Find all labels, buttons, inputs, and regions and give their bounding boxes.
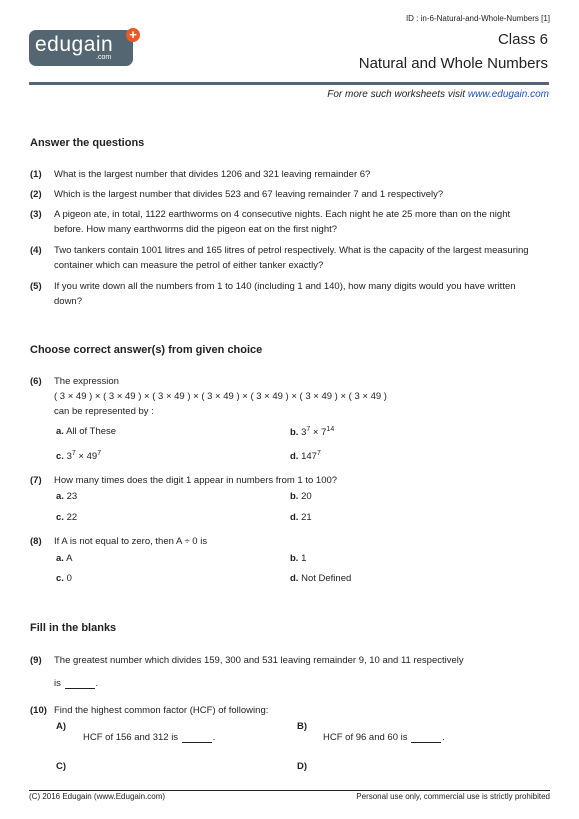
- exponent: 7: [316, 450, 321, 457]
- option-text: 21: [301, 512, 312, 523]
- question-9: [30, 653, 530, 668]
- option-text: All of These: [66, 426, 117, 437]
- option-text: 20: [301, 491, 312, 502]
- option-label: c.: [56, 512, 64, 523]
- question-1: [30, 167, 530, 182]
- part-text: HCF of 156 and 312 is: [83, 732, 179, 743]
- exponent: 7: [97, 450, 102, 457]
- mid: × 49: [75, 451, 98, 463]
- option-a[interactable]: [56, 553, 72, 564]
- option-c[interactable]: [56, 450, 101, 462]
- mid: × 7: [310, 427, 327, 439]
- section-choose: Choose correct answer(s) from given choice: [30, 344, 263, 356]
- logo-sub: .com: [96, 54, 112, 61]
- section-fill: Fill in the blanks: [30, 622, 117, 634]
- q-number: (2): [30, 189, 42, 200]
- exponent: 7: [306, 426, 311, 433]
- part-b: [323, 730, 445, 743]
- q-text-line2: ( 3 × 49 ) × ( 3 × 49 ) × ( 3 × 49 ) × ( 3 × 49 ) × ( 3 × 49 ) × ( 3 × 49 ) × ( 3 × 49 ): [54, 391, 387, 402]
- question-7: [30, 473, 530, 488]
- part-a-label: A): [56, 721, 67, 732]
- option-label: d.: [290, 451, 299, 463]
- q-number: (9): [30, 655, 42, 666]
- q-text: Two tankers contain 1001 litres and 165 litres of petrol respectively. What is the capacity of the largest measuring container which can measure the petrol of either tanker exactly?: [54, 245, 529, 271]
- answer-blank[interactable]: [182, 730, 212, 743]
- part-c-label: C): [56, 761, 67, 772]
- plus-icon: +: [126, 28, 140, 42]
- footer-divider: [29, 790, 550, 791]
- q-text: Which is the largest number that divides 523 and 67 leaving remainder 7 and 1 respectively?: [54, 189, 444, 200]
- logo-text: edugain: [35, 33, 114, 56]
- option-d[interactable]: [290, 450, 321, 462]
- option-label: d.: [290, 573, 299, 584]
- period: .: [442, 732, 445, 743]
- base: 147: [301, 451, 317, 463]
- answer-blank[interactable]: [411, 730, 441, 743]
- part-text: HCF of 96 and 60 is: [323, 732, 408, 743]
- q-text-line1: The expression: [54, 376, 119, 387]
- option-label: d.: [290, 512, 299, 523]
- question-3: [30, 207, 530, 237]
- question-8: [30, 534, 530, 549]
- q-text: Find the highest common factor (HCF) of following:: [54, 705, 269, 716]
- option-label: a.: [56, 553, 64, 564]
- period: .: [95, 678, 99, 689]
- exponent: 14: [326, 426, 335, 433]
- q-text-line3: can be represented by :: [54, 406, 154, 417]
- worksheet-id: ID : in-6-Natural-and-Whole-Numbers [1]: [405, 14, 550, 23]
- option-b[interactable]: [290, 553, 306, 564]
- q-number: (5): [30, 281, 42, 292]
- option-label: b.: [290, 427, 299, 439]
- class-label: Class 6: [497, 31, 548, 48]
- part-a: [83, 730, 215, 743]
- question-4: [30, 243, 530, 273]
- question-6: [30, 374, 530, 419]
- option-a[interactable]: [56, 491, 77, 502]
- q-text: If A is not equal to zero, then A ÷ 0 is: [54, 536, 208, 547]
- more-worksheets: [327, 89, 549, 100]
- q-number: (1): [30, 169, 42, 180]
- option-d[interactable]: [290, 573, 351, 584]
- base: 3: [301, 427, 307, 439]
- option-text: 1: [301, 553, 307, 564]
- q-text: What is the largest number that divides 1206 and 321 leaving remainder 6?: [54, 169, 371, 180]
- edugain-logo: [29, 30, 133, 66]
- header-divider: [29, 82, 549, 85]
- option-a[interactable]: [56, 426, 116, 437]
- exponent: 7: [71, 450, 76, 457]
- base: 3: [66, 451, 72, 463]
- option-label: a.: [56, 491, 64, 502]
- option-text: Not Defined: [301, 573, 352, 584]
- option-label: b.: [290, 491, 299, 502]
- option-text: 0: [66, 573, 72, 584]
- page-title: Natural and Whole Numbers: [358, 55, 548, 72]
- option-text: 23: [66, 491, 78, 502]
- q-number: (4): [30, 245, 42, 256]
- question-10: [30, 703, 530, 718]
- option-label: b.: [290, 553, 299, 564]
- option-label: a.: [56, 426, 64, 437]
- part-d-label: D): [297, 761, 308, 772]
- answer-blank[interactable]: [65, 676, 95, 689]
- question-2: [30, 187, 530, 202]
- is-text: is: [54, 678, 61, 689]
- option-d[interactable]: [290, 512, 312, 523]
- option-label: c.: [56, 573, 64, 584]
- footer-usage: Personal use only, commercial use is strictly prohibited: [356, 792, 550, 801]
- option-text: A: [66, 553, 73, 564]
- part-b-label: B): [297, 721, 308, 732]
- q-number: (6): [30, 376, 42, 387]
- footer-copyright: (C) 2016 Edugain (www.Edugain.com): [29, 792, 166, 801]
- question-5: [30, 279, 530, 309]
- period: .: [212, 732, 216, 743]
- q-number: (3): [30, 209, 42, 220]
- q-text: A pigeon ate, in total, 1122 earthworms on 4 consecutive nights. Each night he ate 25 more than on the night before. How many earthworms did the pigeon eat on the first night?: [54, 209, 511, 235]
- q-number: (8): [30, 536, 42, 547]
- option-c[interactable]: [56, 573, 72, 584]
- option-b[interactable]: [290, 426, 334, 438]
- option-b[interactable]: [290, 491, 312, 502]
- q-number: (10): [30, 705, 47, 716]
- section-answer: Answer the questions: [30, 137, 145, 149]
- q9-answer-line: [54, 676, 98, 689]
- option-label: c.: [56, 451, 64, 463]
- option-c[interactable]: [56, 512, 77, 523]
- edugain-link[interactable]: www.edugain.com: [467, 89, 549, 100]
- q-text: If you write down all the numbers from 1 to 140 (including 1 and 140), how many digits would you have written down?: [54, 281, 516, 307]
- more-text: For more such worksheets visit: [327, 89, 468, 100]
- q-text: How many times does the digit 1 appear in numbers from 1 to 100?: [54, 475, 338, 486]
- q-number: (7): [30, 475, 42, 486]
- option-text: 22: [66, 512, 78, 523]
- q-text: The greatest number which divides 159, 300 and 531 leaving remainder 9, 10 and 11 respectively: [54, 655, 464, 666]
